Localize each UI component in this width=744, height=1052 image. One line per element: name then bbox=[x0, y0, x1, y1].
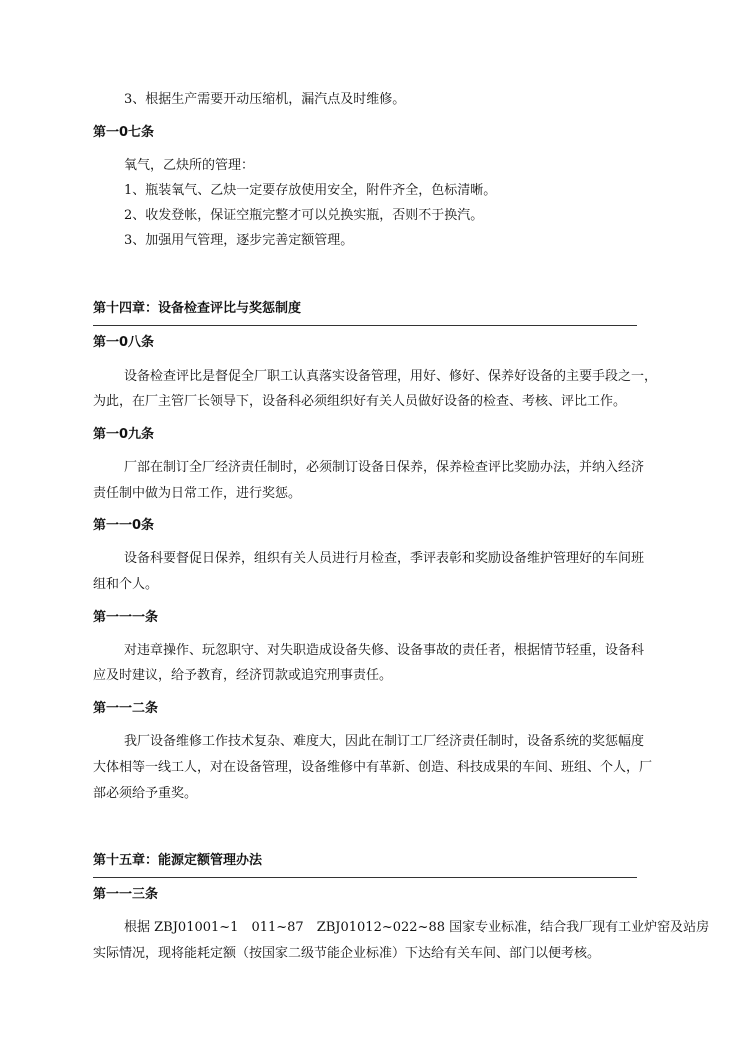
paragraph-line: 实际情况，现将能耗定额（按国家二级节能企业标准）下达给有关车间、部门以便考核。 bbox=[93, 946, 601, 961]
paragraph-line: 组和个人。 bbox=[93, 577, 159, 592]
article-heading: 第一0七条 bbox=[93, 125, 155, 140]
paragraph-line: 大体相等一线工人，对在设备管理，设备维修中有革新、创造、科技成果的车间、班组、个人，厂 bbox=[93, 760, 653, 775]
paragraph-line: 氧气，乙炔所的管理： bbox=[124, 158, 255, 173]
paragraph-line: 对违章操作、玩忽职守、对失职造成设备失修、设备事故的责任者，根据情节轻重，设备科 bbox=[124, 643, 645, 658]
paragraph-line: 应及时建议，给予教育，经济罚款或追究刑事责任。 bbox=[93, 668, 393, 683]
article-heading: 第一0八条 bbox=[93, 335, 155, 350]
paragraph-line: 部必须给予重奖。 bbox=[93, 786, 198, 801]
paragraph-line: 1、瓶装氧气、乙炔一定要存放使用安全，附件齐全，色标清晰。 bbox=[124, 183, 497, 198]
chapter-heading: 第十五章：能源定额管理办法 bbox=[93, 853, 263, 868]
paragraph-line: 责任制中做为日常工作，进行奖惩。 bbox=[93, 486, 302, 501]
chapter-heading: 第十四章：设备检查评比与奖惩制度 bbox=[93, 301, 302, 316]
paragraph-line: 根据 ZBJ01001~1 011~87 ZBJ01012~022~88 国家专业标准，结合我厂现有工业炉窑及站房 bbox=[124, 920, 710, 935]
paragraph-line: 为此，在厂主管厂长领导下，设备科必须组织好有关人员做好设备的检查、考核、评比工作。 bbox=[93, 394, 627, 409]
article-heading: 第一一三条 bbox=[93, 887, 159, 902]
chapter-divider bbox=[93, 325, 637, 326]
paragraph-line: 设备检查评比是督促全厂职工认真落实设备管理，用好、修好、保养好设备的主要手段之一， bbox=[124, 369, 658, 384]
article-heading: 第一0九条 bbox=[93, 427, 155, 442]
article-heading: 第一一一条 bbox=[93, 610, 159, 625]
paragraph-line: 3、根据生产需要开动压缩机，漏汽点及时维修。 bbox=[124, 92, 406, 107]
paragraph-line: 厂部在制订全厂经济责任制时，必须制订设备日保养，保养检查评比奖励办法，并纳入经济 bbox=[124, 460, 645, 475]
chapter-divider bbox=[93, 877, 637, 878]
article-heading: 第一一二条 bbox=[93, 701, 159, 716]
paragraph-line: 3、加强用气管理，逐步完善定额管理。 bbox=[124, 233, 354, 248]
paragraph-line: 2、收发登帐，保证空瓶完整才可以兑换实瓶，否则不于换汽。 bbox=[124, 208, 484, 223]
article-heading: 第一一0条 bbox=[93, 518, 155, 533]
paragraph-line: 设备科要督促日保养，组织有关人员进行月检查，季评表彰和奖励设备维护管理好的车间班 bbox=[124, 551, 645, 566]
paragraph-line: 我厂设备维修工作技术复杂、难度大，因此在制订工厂经济责任制时，设备系统的奖惩幅度 bbox=[124, 734, 645, 749]
